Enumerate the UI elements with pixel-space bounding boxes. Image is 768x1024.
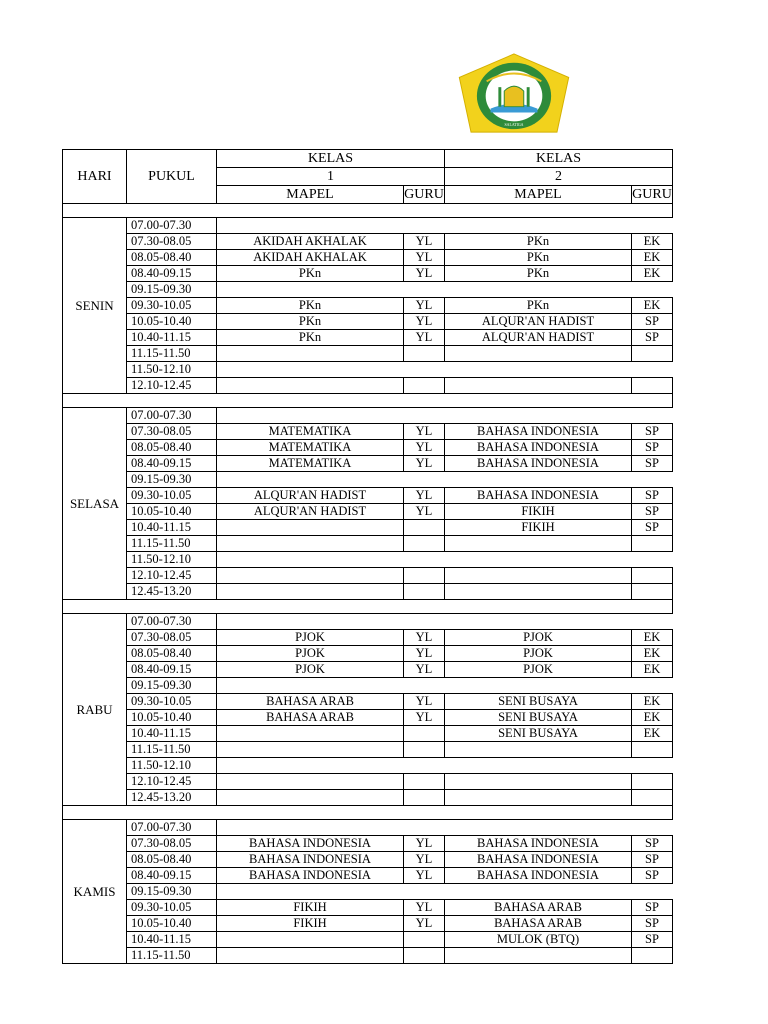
kelas-2-mapel	[445, 378, 632, 394]
day-name: KAMIS	[63, 820, 127, 964]
kelas-1-mapel	[217, 584, 404, 600]
day-name: SELASA	[63, 408, 127, 600]
separator-cell	[63, 394, 673, 408]
time-slot: 10.40-11.15	[127, 520, 217, 536]
table-row	[63, 726, 673, 742]
kelas-2-guru: SP	[632, 868, 673, 884]
kelas-2-guru	[632, 742, 673, 758]
table-row	[63, 330, 673, 346]
time-slot: 08.40-09.15	[127, 266, 217, 282]
separator-cell	[63, 600, 673, 614]
kelas-2-mapel: BAHASA INDONESIA	[445, 488, 632, 504]
table-row	[63, 932, 673, 948]
kelas-2-guru: SP	[632, 330, 673, 346]
kelas-1-guru	[404, 568, 445, 584]
day-separator	[63, 600, 673, 614]
time-slot: 08.05-08.40	[127, 440, 217, 456]
kelas-2-guru: SP	[632, 504, 673, 520]
header-row-1	[63, 150, 673, 168]
table-row	[63, 646, 673, 662]
time-slot: 10.05-10.40	[127, 710, 217, 726]
table-row	[63, 456, 673, 472]
kelas-2-mapel: PJOK	[445, 646, 632, 662]
kelas-1-mapel: BAHASA INDONESIA	[217, 868, 404, 884]
day-separator	[63, 204, 673, 218]
time-slot: 12.45-13.20	[127, 790, 217, 806]
kelas-2-guru: SP	[632, 314, 673, 330]
header-guru-2: GURU	[632, 187, 672, 202]
table-row	[63, 900, 673, 916]
table-row	[63, 408, 673, 424]
separator-cell	[63, 806, 673, 820]
time-slot: 07.30-08.05	[127, 234, 217, 250]
table-row	[63, 362, 673, 378]
kelas-2-guru	[632, 948, 673, 964]
kelas-2-mapel: BAHASA INDONESIA	[445, 440, 632, 456]
kelas-1-mapel: PJOK	[217, 662, 404, 678]
time-slot: 07.00-07.30	[127, 408, 217, 424]
table-row	[63, 614, 673, 630]
time-slot: 12.10-12.45	[127, 378, 217, 394]
kelas-2-guru: EK	[632, 630, 673, 646]
table-row	[63, 250, 673, 266]
kelas-2-guru: SP	[632, 836, 673, 852]
kelas-2-guru	[632, 774, 673, 790]
kelas-1-guru: YL	[404, 662, 445, 678]
header-mapel-2: MAPEL	[445, 186, 632, 204]
table-row	[63, 948, 673, 964]
kelas-2-mapel	[445, 774, 632, 790]
kelas-1-mapel	[217, 742, 404, 758]
kelas-1-guru: YL	[404, 488, 445, 504]
kelas-1-guru: YL	[404, 694, 445, 710]
time-slot: 09.15-09.30	[127, 678, 217, 694]
kelas-2-guru	[632, 378, 673, 394]
kelas-1-guru: YL	[404, 646, 445, 662]
time-slot: 09.30-10.05	[127, 298, 217, 314]
time-slot: 08.05-08.40	[127, 646, 217, 662]
time-slot: 12.10-12.45	[127, 774, 217, 790]
table-row	[63, 298, 673, 314]
time-slot: 07.30-08.05	[127, 836, 217, 852]
break-row-cell	[217, 362, 673, 378]
day-name: RABU	[63, 614, 127, 806]
time-slot: 07.00-07.30	[127, 820, 217, 836]
kelas-2-guru: EK	[632, 266, 673, 282]
kelas-1-guru: YL	[404, 298, 445, 314]
kelas-1-guru: YL	[404, 900, 445, 916]
kelas-2-mapel: BAHASA INDONESIA	[445, 868, 632, 884]
kelas-1-guru	[404, 726, 445, 742]
kelas-2-mapel: PKn	[445, 250, 632, 266]
time-slot: 09.30-10.05	[127, 694, 217, 710]
time-slot: 08.05-08.40	[127, 250, 217, 266]
time-slot: 10.05-10.40	[127, 504, 217, 520]
kelas-2-mapel	[445, 742, 632, 758]
table-row	[63, 568, 673, 584]
kelas-1-mapel: BAHASA ARAB	[217, 710, 404, 726]
header-kelas-2-label: KELAS	[445, 150, 673, 168]
time-slot: 07.30-08.05	[127, 630, 217, 646]
time-slot: 09.30-10.05	[127, 900, 217, 916]
table-row	[63, 884, 673, 900]
time-slot: 10.40-11.15	[127, 932, 217, 948]
separator-cell	[63, 204, 673, 218]
break-row-cell	[217, 218, 673, 234]
kelas-2-guru: EK	[632, 726, 673, 742]
kelas-1-guru: YL	[404, 314, 445, 330]
time-slot: 07.30-08.05	[127, 424, 217, 440]
table-row	[63, 710, 673, 726]
kelas-1-guru: YL	[404, 504, 445, 520]
kelas-2-guru: SP	[632, 932, 673, 948]
kelas-1-guru	[404, 536, 445, 552]
time-slot: 07.00-07.30	[127, 218, 217, 234]
table-row	[63, 678, 673, 694]
table-row	[63, 836, 673, 852]
day-separator	[63, 806, 673, 820]
table-row	[63, 662, 673, 678]
kelas-2-guru	[632, 568, 673, 584]
table-row	[63, 378, 673, 394]
kelas-1-guru: YL	[404, 266, 445, 282]
time-slot: 08.40-09.15	[127, 868, 217, 884]
break-row-cell	[217, 282, 673, 298]
kelas-2-mapel: PKn	[445, 234, 632, 250]
kelas-2-mapel: BAHASA INDONESIA	[445, 836, 632, 852]
kelas-2-guru	[632, 584, 673, 600]
kelas-2-guru: EK	[632, 646, 673, 662]
kelas-1-mapel: BAHASA ARAB	[217, 694, 404, 710]
kelas-2-mapel	[445, 948, 632, 964]
kelas-2-mapel: SENI BUSAYA	[445, 710, 632, 726]
kelas-1-mapel: PKn	[217, 330, 404, 346]
time-slot: 08.40-09.15	[127, 662, 217, 678]
kelas-2-guru: EK	[632, 234, 673, 250]
kelas-2-guru: EK	[632, 298, 673, 314]
header-mapel-1: MAPEL	[217, 186, 404, 204]
kelas-1-mapel	[217, 726, 404, 742]
time-slot: 09.15-09.30	[127, 884, 217, 900]
table-row	[63, 758, 673, 774]
kelas-2-mapel	[445, 790, 632, 806]
table-row	[63, 504, 673, 520]
kelas-1-mapel: AKIDAH AKHALAK	[217, 234, 404, 250]
table-row	[63, 520, 673, 536]
table-row	[63, 314, 673, 330]
kelas-2-guru	[632, 536, 673, 552]
kelas-1-guru	[404, 742, 445, 758]
kelas-2-mapel: ALQUR'AN HADIST	[445, 314, 632, 330]
kelas-2-mapel: PKn	[445, 298, 632, 314]
kelas-1-guru: YL	[404, 234, 445, 250]
kelas-1-guru	[404, 346, 445, 362]
table-row	[63, 282, 673, 298]
kelas-1-mapel	[217, 932, 404, 948]
break-row-cell	[217, 820, 673, 836]
schedule-table	[62, 149, 673, 964]
kelas-2-mapel: SENI BUSAYA	[445, 694, 632, 710]
kelas-2-mapel: BAHASA ARAB	[445, 900, 632, 916]
kelas-1-guru	[404, 790, 445, 806]
time-slot: 12.10-12.45	[127, 568, 217, 584]
kelas-2-mapel	[445, 568, 632, 584]
kelas-1-mapel: MATEMATIKA	[217, 456, 404, 472]
kelas-2-guru	[632, 346, 673, 362]
break-row-cell	[217, 552, 673, 568]
kelas-1-guru: YL	[404, 250, 445, 266]
table-row	[63, 852, 673, 868]
kelas-1-mapel	[217, 948, 404, 964]
kelas-1-mapel: BAHASA INDONESIA	[217, 836, 404, 852]
kelas-1-guru: YL	[404, 456, 445, 472]
kelas-1-mapel	[217, 346, 404, 362]
kelas-1-mapel: AKIDAH AKHALAK	[217, 250, 404, 266]
table-row	[63, 916, 673, 932]
break-row-cell	[217, 472, 673, 488]
table-row	[63, 790, 673, 806]
school-logo	[455, 52, 573, 136]
kelas-1-mapel: PKn	[217, 298, 404, 314]
kelas-1-guru: YL	[404, 868, 445, 884]
kelas-2-mapel: PJOK	[445, 630, 632, 646]
time-slot: 09.30-10.05	[127, 488, 217, 504]
kelas-1-mapel: MATEMATIKA	[217, 440, 404, 456]
time-slot: 08.40-09.15	[127, 456, 217, 472]
kelas-1-guru	[404, 932, 445, 948]
break-row-cell	[217, 678, 673, 694]
kelas-2-guru: EK	[632, 662, 673, 678]
kelas-1-mapel	[217, 378, 404, 394]
time-slot: 11.15-11.50	[127, 742, 217, 758]
kelas-1-guru	[404, 948, 445, 964]
kelas-1-guru: YL	[404, 852, 445, 868]
break-row-cell	[217, 408, 673, 424]
kelas-2-mapel: SENI BUSAYA	[445, 726, 632, 742]
kelas-1-mapel	[217, 790, 404, 806]
kelas-1-guru: YL	[404, 330, 445, 346]
table-row	[63, 630, 673, 646]
table-row	[63, 488, 673, 504]
kelas-2-mapel: FIKIH	[445, 520, 632, 536]
time-slot: 11.15-11.50	[127, 948, 217, 964]
day-separator	[63, 394, 673, 408]
table-row	[63, 472, 673, 488]
time-slot: 11.50-12.10	[127, 552, 217, 568]
kelas-2-mapel: BAHASA INDONESIA	[445, 852, 632, 868]
kelas-1-guru: YL	[404, 424, 445, 440]
kelas-1-mapel: PJOK	[217, 646, 404, 662]
kelas-1-guru	[404, 378, 445, 394]
kelas-2-mapel	[445, 346, 632, 362]
time-slot: 08.05-08.40	[127, 852, 217, 868]
table-row	[63, 218, 673, 234]
kelas-2-guru: SP	[632, 900, 673, 916]
kelas-2-guru: SP	[632, 456, 673, 472]
kelas-2-mapel: BAHASA ARAB	[445, 916, 632, 932]
table-row	[63, 266, 673, 282]
time-slot: 09.15-09.30	[127, 282, 217, 298]
kelas-2-guru: SP	[632, 852, 673, 868]
kelas-2-guru: SP	[632, 916, 673, 932]
kelas-1-mapel	[217, 774, 404, 790]
header-kelas-1-label: KELAS	[217, 150, 445, 168]
table-row	[63, 552, 673, 568]
kelas-2-mapel: ALQUR'AN HADIST	[445, 330, 632, 346]
header-guru-1: GURU	[404, 187, 444, 202]
time-slot: 12.45-13.20	[127, 584, 217, 600]
kelas-1-mapel: ALQUR'AN HADIST	[217, 504, 404, 520]
kelas-1-mapel: MATEMATIKA	[217, 424, 404, 440]
table-row	[63, 820, 673, 836]
time-slot: 10.40-11.15	[127, 726, 217, 742]
kelas-2-guru: SP	[632, 488, 673, 504]
kelas-2-guru	[632, 790, 673, 806]
table-row	[63, 774, 673, 790]
kelas-2-guru: EK	[632, 694, 673, 710]
kelas-2-guru: SP	[632, 440, 673, 456]
kelas-1-guru	[404, 774, 445, 790]
header-pukul: PUKUL	[127, 150, 217, 204]
kelas-1-mapel: PKn	[217, 266, 404, 282]
time-slot: 10.05-10.40	[127, 916, 217, 932]
break-row-cell	[217, 884, 673, 900]
kelas-1-guru: YL	[404, 710, 445, 726]
table-row	[63, 584, 673, 600]
kelas-2-mapel: BAHASA INDONESIA	[445, 424, 632, 440]
header-hari: HARI	[63, 150, 127, 204]
time-slot: 11.50-12.10	[127, 758, 217, 774]
kelas-1-guru: YL	[404, 440, 445, 456]
kelas-2-guru: SP	[632, 424, 673, 440]
table-row	[63, 536, 673, 552]
time-slot: 09.15-09.30	[127, 472, 217, 488]
kelas-2-mapel: PJOK	[445, 662, 632, 678]
table-row	[63, 694, 673, 710]
break-row-cell	[217, 758, 673, 774]
table-row	[63, 346, 673, 362]
kelas-1-guru: YL	[404, 630, 445, 646]
kelas-2-guru: EK	[632, 250, 673, 266]
kelas-2-mapel	[445, 536, 632, 552]
table-row	[63, 440, 673, 456]
kelas-1-mapel	[217, 536, 404, 552]
kelas-1-mapel: PKn	[217, 314, 404, 330]
table-row	[63, 424, 673, 440]
header-kelas-2-number: 2	[445, 168, 673, 186]
table-row	[63, 742, 673, 758]
kelas-1-mapel	[217, 520, 404, 536]
time-slot: 11.50-12.10	[127, 362, 217, 378]
header-kelas-1-number: 1	[217, 168, 445, 186]
time-slot: 07.00-07.30	[127, 614, 217, 630]
table-row	[63, 868, 673, 884]
kelas-2-mapel: BAHASA INDONESIA	[445, 456, 632, 472]
kelas-1-mapel: FIKIH	[217, 900, 404, 916]
kelas-1-guru: YL	[404, 836, 445, 852]
day-name: SENIN	[63, 218, 127, 394]
kelas-1-mapel: ALQUR'AN HADIST	[217, 488, 404, 504]
kelas-2-mapel: PKn	[445, 266, 632, 282]
kelas-1-mapel: FIKIH	[217, 916, 404, 932]
time-slot: 10.40-11.15	[127, 330, 217, 346]
kelas-2-mapel: FIKIH	[445, 504, 632, 520]
break-row-cell	[217, 614, 673, 630]
kelas-1-guru	[404, 584, 445, 600]
time-slot: 10.05-10.40	[127, 314, 217, 330]
table-row	[63, 234, 673, 250]
time-slot: 11.15-11.50	[127, 346, 217, 362]
kelas-1-mapel	[217, 568, 404, 584]
kelas-1-mapel: BAHASA INDONESIA	[217, 852, 404, 868]
kelas-2-guru: EK	[632, 710, 673, 726]
kelas-2-guru: SP	[632, 520, 673, 536]
time-slot: 11.15-11.50	[127, 536, 217, 552]
kelas-1-guru: YL	[404, 916, 445, 932]
kelas-2-mapel: MULOK (BTQ)	[445, 932, 632, 948]
kelas-1-guru	[404, 520, 445, 536]
kelas-2-mapel	[445, 584, 632, 600]
svg-text:SALATIGA: SALATIGA	[504, 123, 524, 128]
kelas-1-mapel: PJOK	[217, 630, 404, 646]
